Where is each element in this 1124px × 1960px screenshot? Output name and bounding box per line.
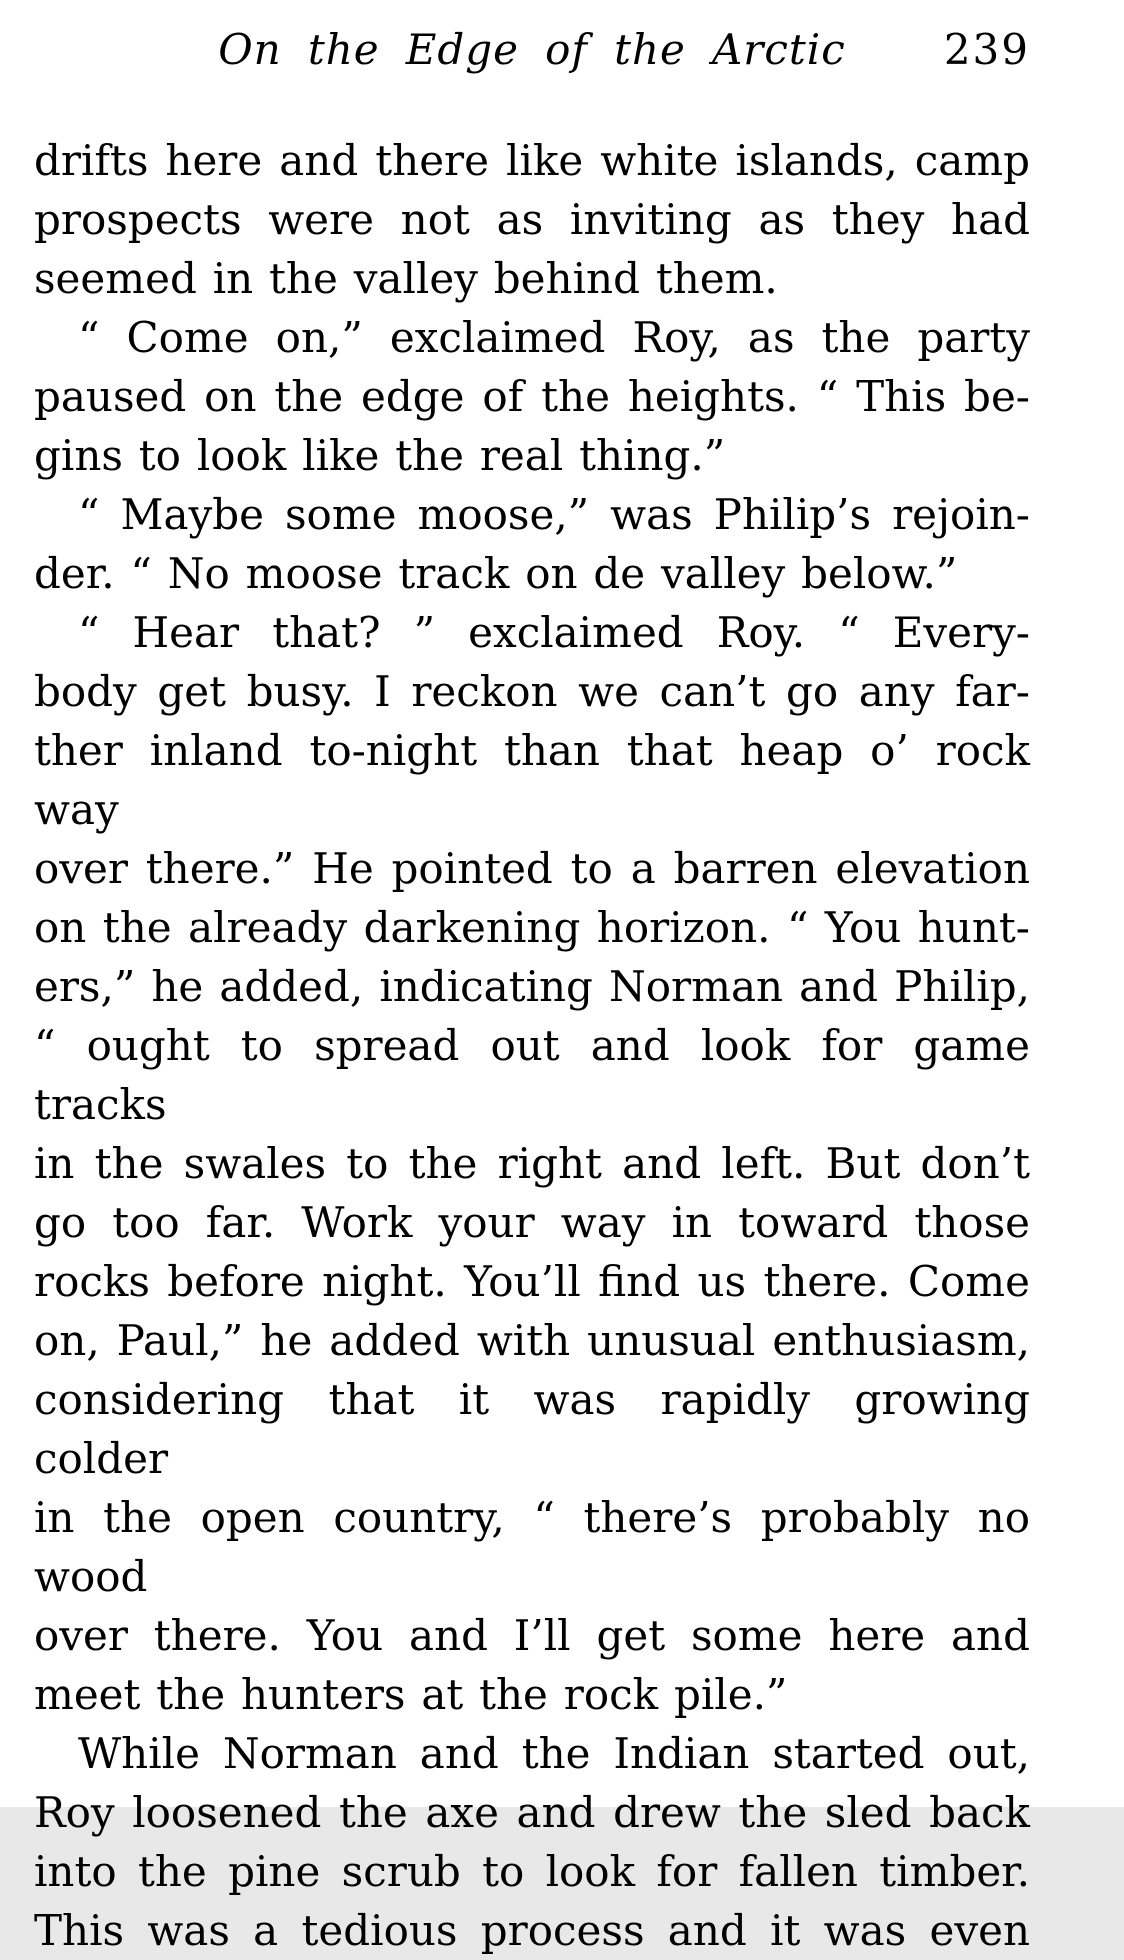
text-line: prospects were not as inviting as they had: [34, 195, 1030, 244]
running-title: On the Edge of the Arctic: [218, 25, 846, 74]
text-line: This was a tedious process and it was even: [34, 1906, 1030, 1955]
text-line: rocks before night. You’ll find us there. Come: [34, 1257, 1030, 1306]
text-line: “ Hear that? ” exclaimed Roy. “ Every-: [78, 608, 1030, 657]
text-line: Roy loosened the axe and drew the sled back: [34, 1788, 1030, 1837]
text-line: der. “ No moose track on de valley below.”: [34, 549, 958, 598]
text-line: gins to look like the real thing.”: [34, 431, 726, 480]
text-line: seemed in the valley behind them.: [34, 254, 778, 303]
text-line: drifts here and there like white islands, camp: [34, 136, 1030, 185]
text-line: in the open country, “ there’s probably no wood: [34, 1493, 1030, 1601]
text-line: ther inland to-night than that heap o’ rock way: [34, 726, 1030, 834]
text-line: “ Maybe some moose,” was Philip’s rejoin-: [78, 490, 1030, 539]
text-line: body get busy. I reckon we can’t go any far-: [34, 667, 1030, 716]
text-line: on the already darkening horizon. “ You hunt-: [34, 903, 1030, 952]
text-line: over there.” He pointed to a barren elevation: [34, 844, 1030, 893]
page-text: [34, 131, 1030, 1960]
text-line: meet the hunters at the rock pile.”: [34, 1670, 788, 1719]
text-line: into the pine scrub to look for fallen timber.: [34, 1847, 1030, 1896]
text-line: “ ought to spread out and look for game tracks: [34, 1021, 1030, 1129]
page-number: 239: [943, 25, 1030, 74]
text-line: considering that it was rapidly growing colder: [34, 1375, 1030, 1483]
page-header: [34, 22, 1030, 78]
text-line: in the swales to the right and left. But don’t: [34, 1139, 1030, 1188]
text-line: on, Paul,” he added with unusual enthusiasm,: [34, 1316, 1030, 1365]
text-line: While Norman and the Indian started out,: [78, 1729, 1030, 1778]
text-line: paused on the edge of the heights. “ This be-: [34, 372, 1030, 421]
text-line: over there. You and I’ll get some here and: [34, 1611, 1030, 1660]
text-line: go too far. Work your way in toward those: [34, 1198, 1030, 1247]
text-line: “ Come on,” exclaimed Roy, as the party: [78, 313, 1030, 362]
text-line: ers,” he added, indicating Norman and Philip,: [34, 962, 1030, 1011]
